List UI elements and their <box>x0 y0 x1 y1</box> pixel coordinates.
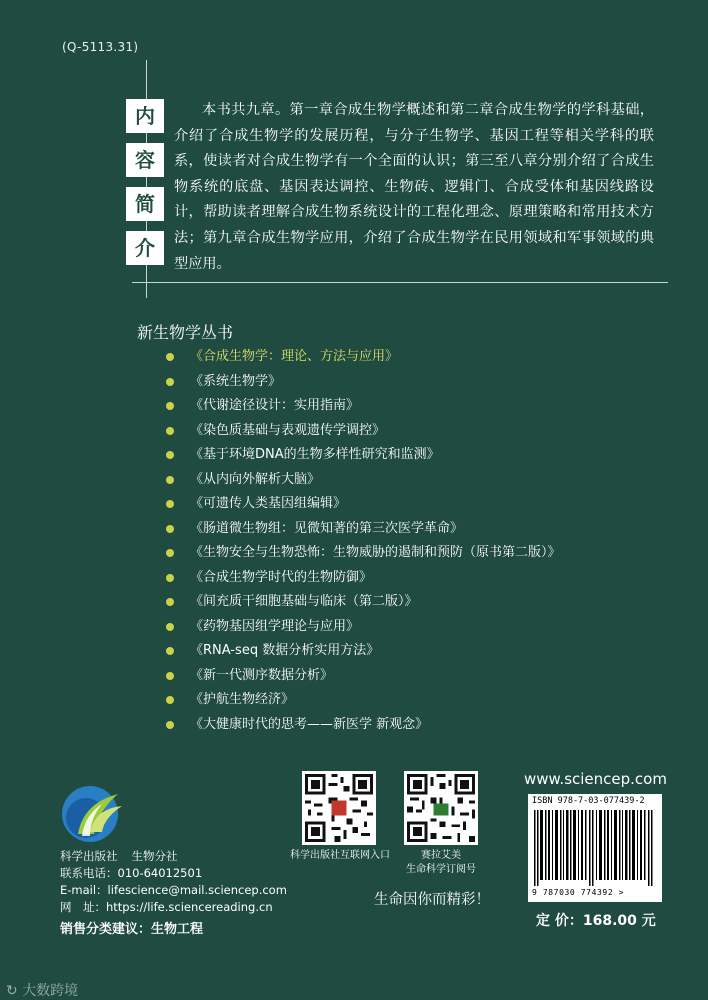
bullet-icon <box>166 574 174 582</box>
isbn-barcode <box>528 794 662 902</box>
list-item <box>166 345 561 370</box>
classification-code: (Q-5113.31) <box>62 40 139 54</box>
book-title: 《基于环境DNA的生物多样性研究和监测》 <box>190 447 440 462</box>
book-title: 《可遗传人类基因组编辑》 <box>190 496 347 511</box>
slogan: 生命因你而精彩！ <box>374 892 490 908</box>
bullet-icon <box>166 378 174 386</box>
intro-badge-char-1: 内 <box>126 99 164 133</box>
bullet-icon <box>166 696 174 704</box>
list-item <box>166 713 561 738</box>
publisher-url[interactable]: www.sciencep.com <box>524 770 667 788</box>
publisher-phone: 联系电话：010-64012501 <box>60 866 203 880</box>
price: 定 价：168.00 元 <box>536 913 656 929</box>
list-item <box>166 639 561 664</box>
qr-caption-subscription <box>392 849 490 877</box>
bullet-icon <box>166 721 174 729</box>
isbn-label: ISBN 978-7-03-077439-2 <box>532 796 645 806</box>
bullet-icon <box>166 451 174 459</box>
book-title: 《药物基因组学理论与应用》 <box>190 618 360 634</box>
qr-caption-line-2: 生命科学订阅号 <box>406 864 476 875</box>
bullet-icon <box>166 623 174 631</box>
bullet-icon <box>166 672 174 680</box>
book-title: 《新一代测序数据分析》 <box>190 667 334 683</box>
book-title: 《合成生物学：理论、方法与应用》 <box>190 349 399 364</box>
book-title: 《代谢途径设计：实用指南》 <box>190 398 360 413</box>
intro-badge-char-4: 介 <box>126 231 164 265</box>
list-item <box>166 419 561 444</box>
list-item <box>166 664 561 689</box>
intro-badge-char-3: 简 <box>126 187 164 221</box>
publisher-email: E-mail：lifescience@mail.sciencep.com <box>60 883 287 897</box>
list-item <box>166 492 561 517</box>
publisher-division: 生物分社 <box>131 849 178 863</box>
bullet-icon <box>166 402 174 410</box>
book-title: 《从内向外解析大脑》 <box>190 471 321 487</box>
watermark <box>6 980 78 1000</box>
list-item <box>166 370 561 395</box>
list-item <box>166 541 561 566</box>
watermark-text: 大数跨境 <box>22 983 79 999</box>
list-item <box>166 615 561 640</box>
watermark-logo-icon: ↻ <box>6 983 18 999</box>
bullet-icon <box>166 500 174 508</box>
list-item <box>166 590 561 615</box>
book-title: 《间充质干细胞基础与临床（第二版）》 <box>190 594 418 609</box>
qr-caption-line-1: 赛拉艾美 <box>421 850 461 861</box>
bullet-icon <box>166 353 174 361</box>
bullet-icon <box>166 476 174 484</box>
book-title: 《肠道微生物组：见微知著的第三次医学革命》 <box>190 520 464 536</box>
bullet-icon <box>166 427 174 435</box>
qr-code-publisher-icon <box>302 771 376 845</box>
qr-code-subscription-icon <box>404 771 478 845</box>
book-title: 《系统生物学》 <box>190 373 282 389</box>
list-item <box>166 688 561 713</box>
list-item <box>166 394 561 419</box>
intro-paragraph: 本书共九章。第一章合成生物学概述和第二章合成生物学的学科基础，介绍了合成生物学的发展历程，与分子生物学、基因工程等相关学科的联系，使读者对合成生物学有一个全面的认识；第三至八章分别介绍了合成生物系统的底盘、基因表达调控、生物砖、逻辑门、合成受体和基因线路设计，帮助读者理解合成生物系统设计的工程化理念、原理策略和常用技术方法；第九章合成生物学应用，介绍了合成生物学在民用领域和军事领域的典型应用。 <box>174 102 654 272</box>
intro-badge-char-2: 容 <box>126 143 164 177</box>
publisher-website: 网 址：https://life.sciencereading.cn <box>60 900 273 914</box>
list-item <box>166 566 561 591</box>
book-title: 《大健康时代的思考——新医学 新观念》 <box>190 716 429 732</box>
isbn-digits: 9 787030 774392 > <box>532 888 625 897</box>
publisher-logo-icon <box>60 782 124 844</box>
series-title: 新生物学丛书 <box>137 323 234 342</box>
list-item <box>166 443 561 468</box>
sales-category: 销售分类建议：生物工程 <box>60 922 204 937</box>
publisher-info <box>60 848 287 916</box>
bullet-icon <box>166 647 174 655</box>
bullet-icon <box>166 549 174 557</box>
list-item <box>166 517 561 542</box>
barcode-bars-icon <box>534 810 656 886</box>
book-title: 《护航生物经济》 <box>190 692 295 707</box>
publisher-name: 科学出版社 <box>60 849 118 863</box>
book-title: 《合成生物学时代的生物防御》 <box>190 569 373 585</box>
qr-caption-publisher: 科学出版社互联网入口 <box>290 850 390 861</box>
horizontal-rule <box>132 282 668 283</box>
book-title: 《RNA-seq 数据分析实用方法》 <box>190 643 380 658</box>
bullet-icon <box>166 525 174 533</box>
book-title: 《染色质基础与表观遗传学调控》 <box>190 422 386 438</box>
series-book-list <box>166 345 561 737</box>
bullet-icon <box>166 598 174 606</box>
book-title: 《生物安全与生物恐怖：生物威胁的遏制和预防（原书第二版）》 <box>190 545 561 560</box>
list-item <box>166 468 561 493</box>
